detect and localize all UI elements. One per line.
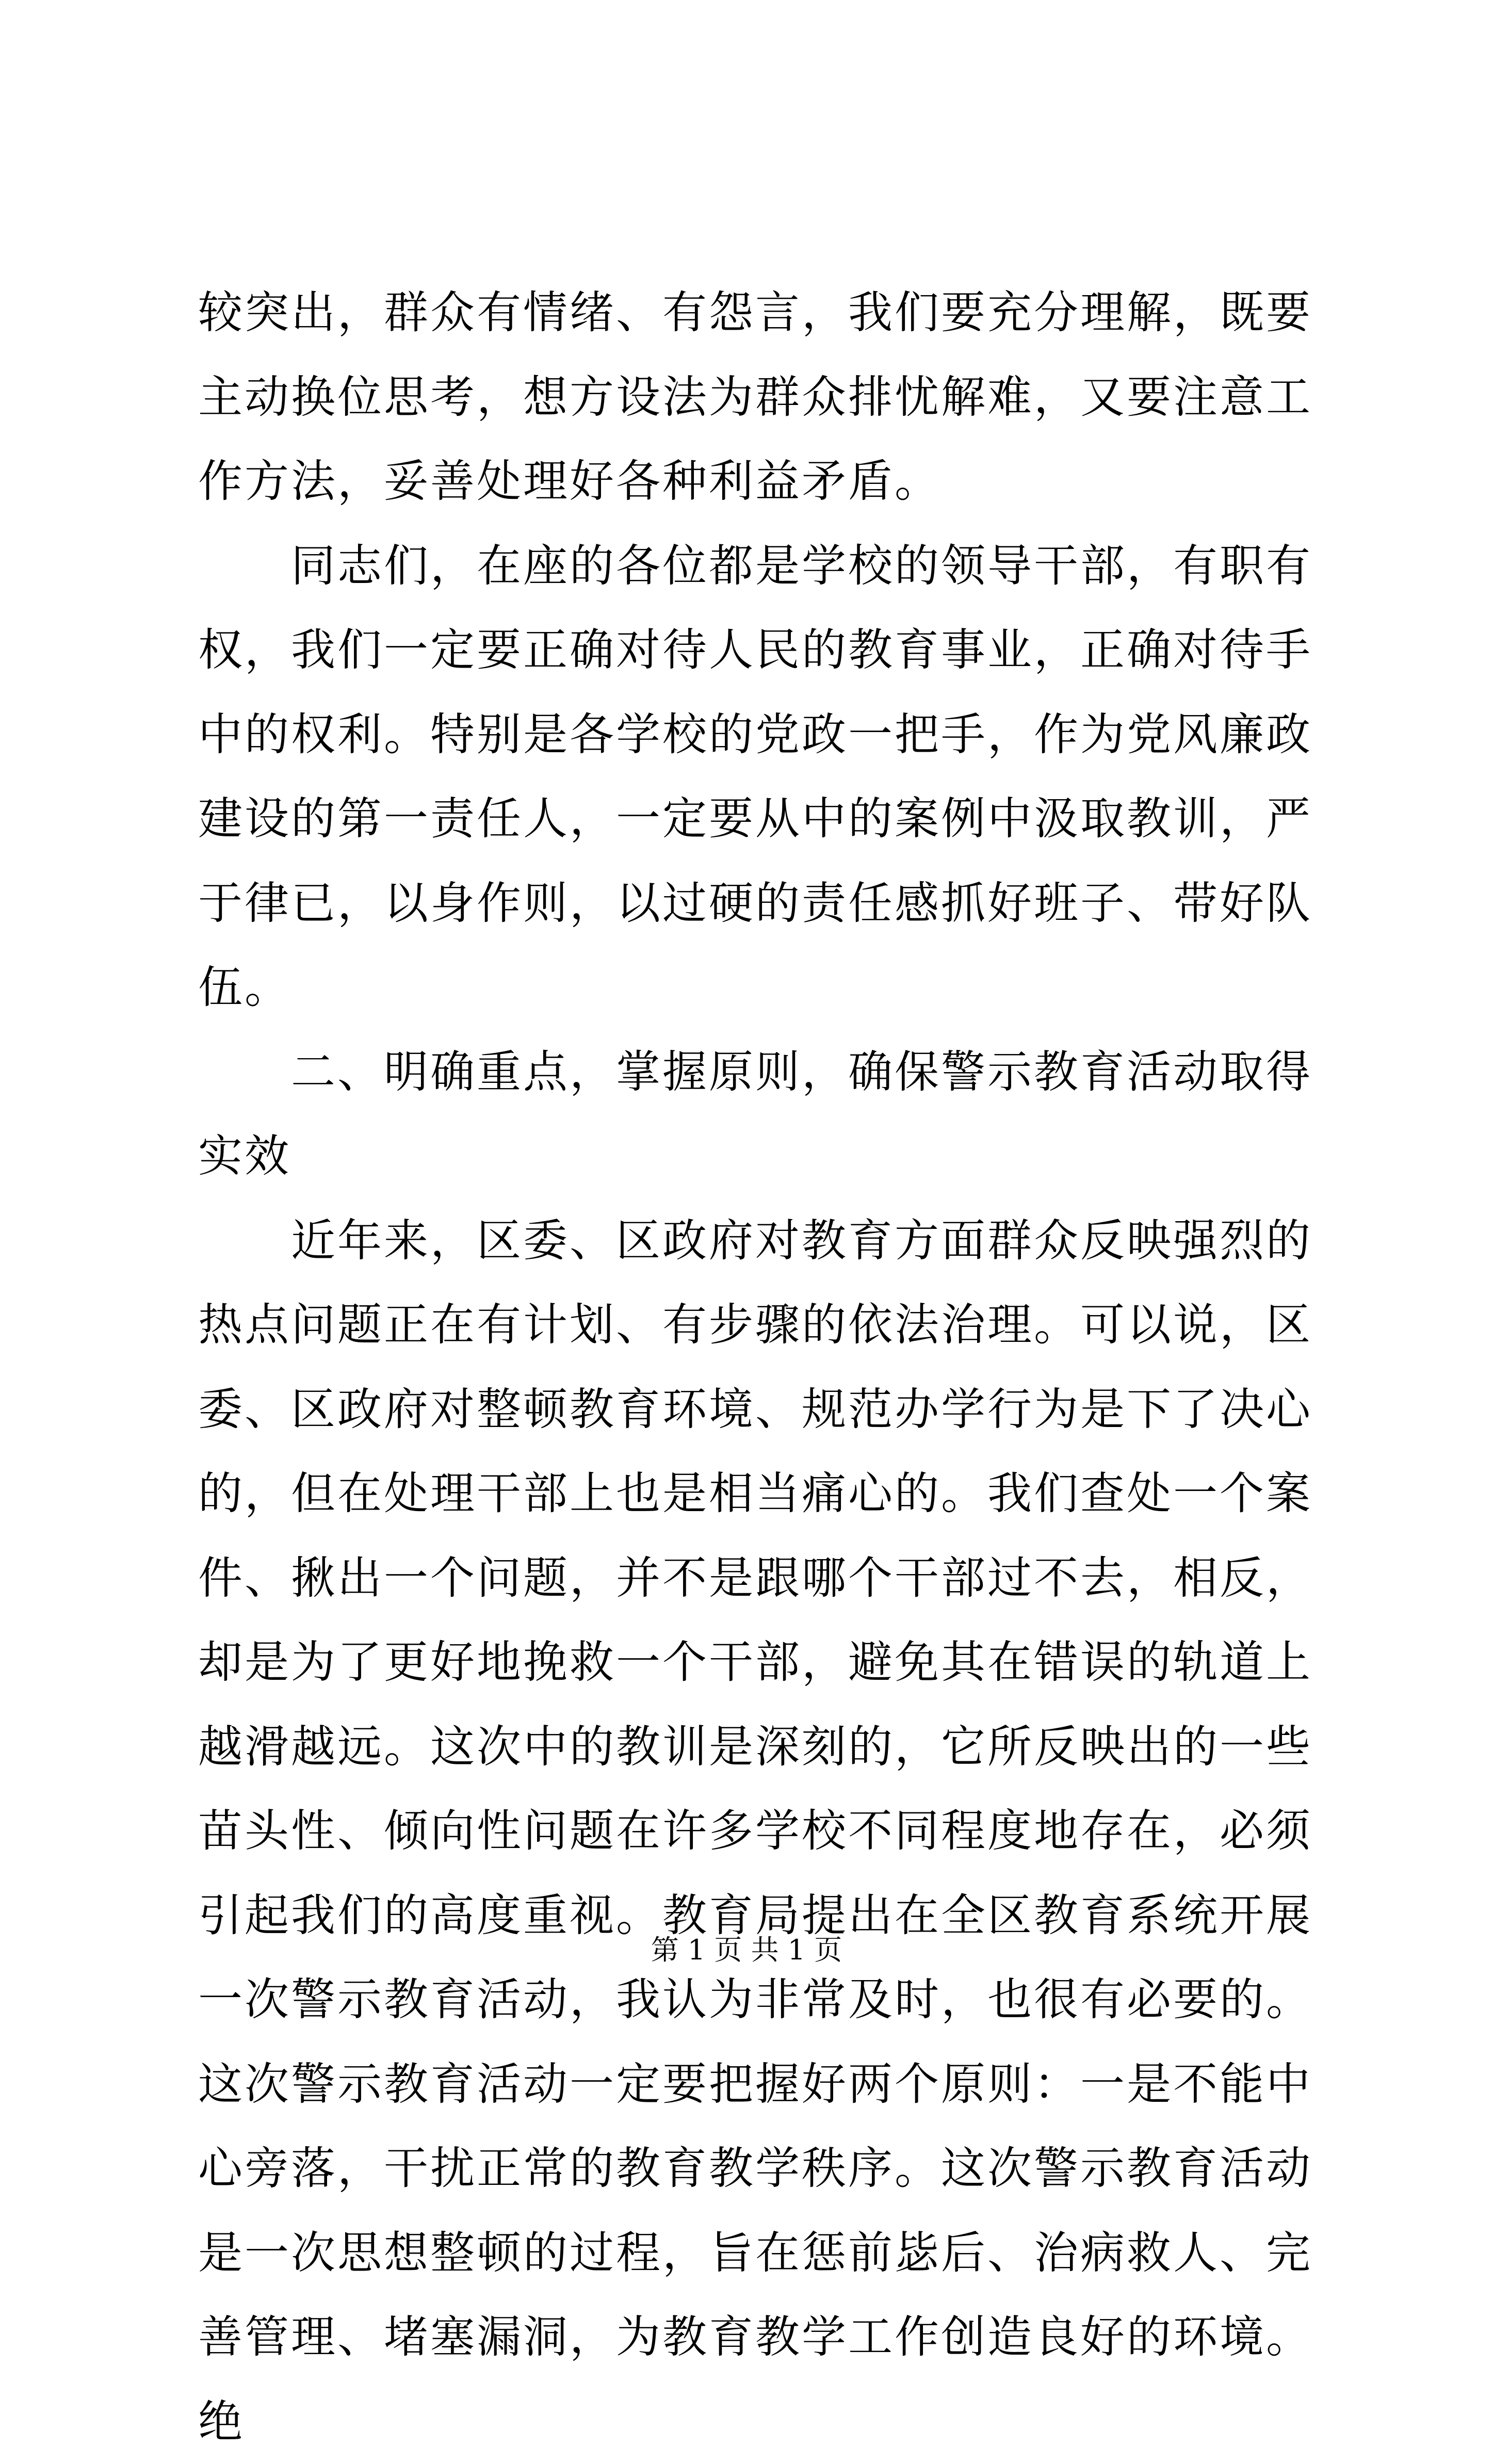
paragraph-3: 近年来，区委、区政府对教育方面群众反映强烈的热点问题正在有计划、有步骤的依法治理。可以说，区委、区政府对整顿教育环境、规范办学行为是下了决心的，但在处理干部上也是相当痛心的。我们查处一个案件、揪出一个问题，并不是跟哪个干部过不去，相反，却是为了更好地挽救一个干部，避免其在错误的轨道上越滑越远。这次中的教训是深刻的，它所反映出的一些苗头性、倾向性问题在许多学校不同程度地存在，必须引起我们的高度重视。教育局提出在全区教育系统开展一次警示教育活动，我认为非常及时，也很有必要的。这次警示教育活动一定要把握好两个原则：一是不能中心旁落，干扰正常的教育教学秩序。这次警示教育活动是一次思想整顿的过程，旨在惩前毖后、治病救人、完善管理、堵塞漏洞，为教育教学工作创造良好的环境。绝 — [198, 1199, 1312, 2464]
document-body — [198, 271, 1312, 2464]
paragraph-2: 同志们，在座的各位都是学校的领导干部，有职有权，我们一定要正确对待人民的教育事业，正确对待手中的权利。特别是各学校的党政一把手，作为党风廉政建设的第一责任人，一定要从中的案例中汲取教训，严于律已，以身作则，以过硬的责任感抓好班子、带好队伍。 — [198, 524, 1312, 1030]
paragraph-1: 较突出，群众有情绪、有怨言，我们要充分理解，既要主动换位思考，想方设法为群众排忧解难，又要注意工作方法，妥善处理好各种利益矛盾。 — [198, 271, 1312, 524]
section-heading: 二、明确重点，掌握原则，确保警示教育活动取得实效 — [198, 1030, 1312, 1199]
page-footer: 第 1 页 共 1 页 — [0, 1932, 1493, 1968]
